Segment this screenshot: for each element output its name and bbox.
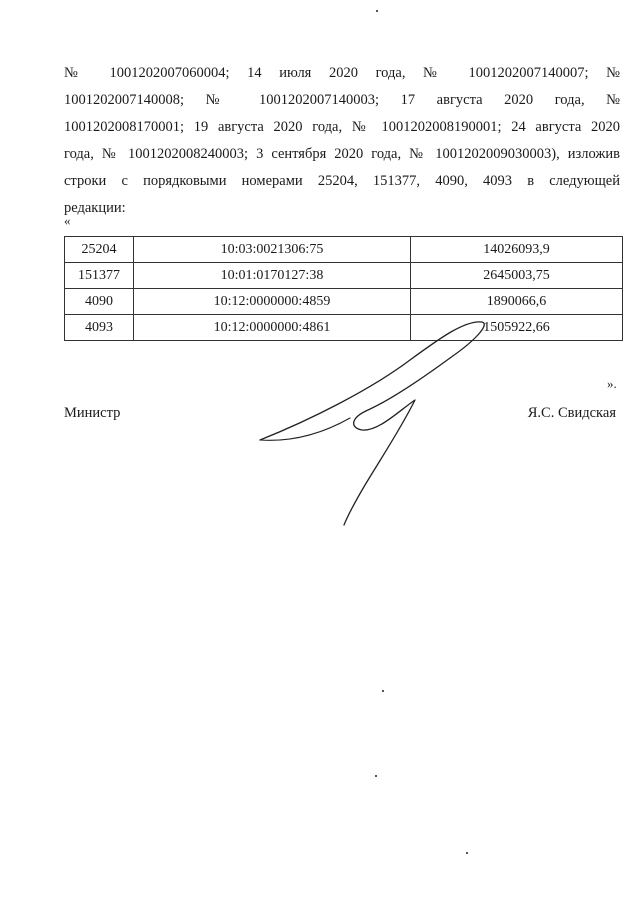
row-number-cell: 25204 [65,237,134,263]
scan-speck [466,852,468,854]
paragraph-line: года, № 1001202008240003; 3 сентября 2020 года, № 1001202009030003), изложив [64,146,620,162]
table-row [65,237,623,263]
handwritten-signature [250,300,510,530]
paragraph-line: редакции: [64,200,126,216]
signer-name: Я.С. Свидская [527,405,616,421]
value-cell: 1505922,66 [411,315,623,341]
cadastral-number-cell: 10:12:0000000:4859 [134,289,411,315]
row-number-cell: 151377 [65,263,134,289]
row-number-cell: 4090 [65,289,134,315]
value-cell: 2645003,75 [411,263,623,289]
table-row [65,263,623,289]
signer-position: Министр [64,405,121,421]
cadastral-number-cell: 10:01:0170127:38 [134,263,411,289]
paragraph-line: 1001202007140008; № 1001202007140003; 17 августа 2020 года, № [64,92,620,108]
scan-speck [382,690,384,692]
row-number-cell: 4093 [65,315,134,341]
value-cell: 14026093,9 [411,237,623,263]
paragraph-line: № 1001202007060004; 14 июля 2020 года, № 1001202007140007; № [64,65,620,81]
opening-quote: « [64,213,71,228]
value-cell: 1890066,6 [411,289,623,315]
cadastral-number-cell: 10:12:0000000:4861 [134,315,411,341]
cadastral-number-cell: 10:03:0021306:75 [134,237,411,263]
closing-quote: ». [607,376,617,391]
paragraph-line: строки с порядковыми номерами 25204, 151377, 4090, 4093 в следующей [64,173,620,189]
scan-speck [375,775,377,777]
paragraph-line: 1001202008170001; 19 августа 2020 года, № 1001202008190001; 24 августа 2020 [64,119,620,135]
scan-speck [376,10,378,12]
